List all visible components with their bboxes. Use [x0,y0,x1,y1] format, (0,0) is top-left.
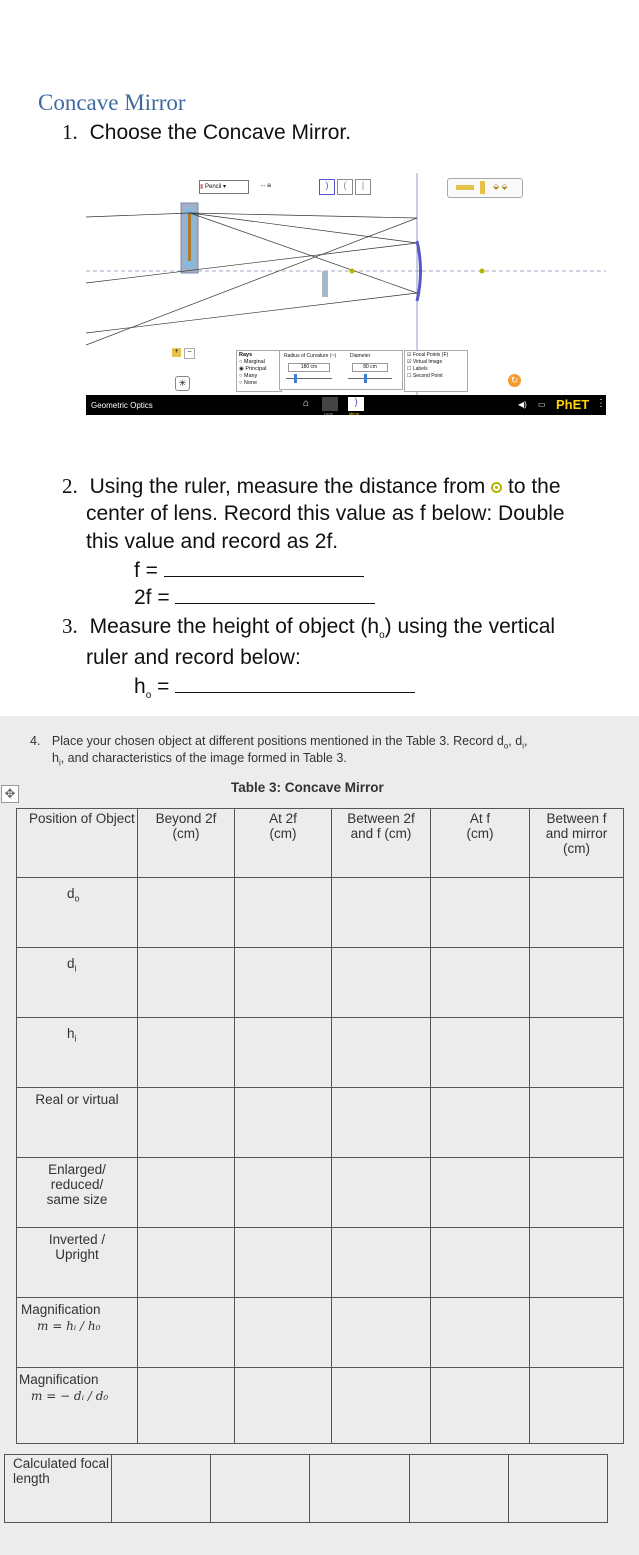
table-cell[interactable] [530,1368,624,1444]
table-row [17,1158,624,1228]
step3-line1-end: ) using the vertical [384,615,556,638]
table-cell[interactable] [211,1455,310,1523]
vertical-ruler-icon[interactable] [480,181,485,194]
phet-logo: PhET [556,397,590,412]
table-cell[interactable] [235,1298,332,1368]
table-cell[interactable] [235,1368,332,1444]
table-cell[interactable] [235,948,332,1018]
home-icon[interactable]: ⌂ [303,398,310,409]
table-cell[interactable] [112,1455,211,1523]
table-cell[interactable] [431,1368,530,1444]
step-2 [62,472,639,501]
step4-line2: $h_i$, and characteristics of the image formed in Table 3. [52,751,347,768]
diameter-slider-thumb[interactable] [364,374,367,383]
plane-mirror-icon[interactable]: | [355,179,371,195]
header-at-f: At f (cm) [431,809,530,878]
step-1 [62,118,351,147]
table-cell[interactable] [138,1368,235,1444]
subscript: o [145,690,152,702]
header-at-2f: At 2f (cm) [235,809,332,878]
table-cell[interactable] [530,1228,624,1298]
table-cell[interactable] [332,1368,431,1444]
focal-point-icon [491,482,502,493]
focal-points-checkbox[interactable]: ☑ Focal Points (F) [407,352,449,358]
eye-icon[interactable]: ✳ [175,376,190,391]
move-handle-icon[interactable]: ✥ [1,785,19,803]
ray-option-none[interactable]: ○ None [239,380,258,386]
labels-checkbox[interactable]: ☐ Labels [407,366,428,372]
step2-line1-end: to the [507,475,561,498]
table-cell[interactable] [332,948,431,1018]
table-cell[interactable] [431,1018,530,1088]
table-row [17,1228,624,1298]
table-cell[interactable] [530,1018,624,1088]
diameter-label: Diameter [350,353,371,359]
phet-simulation-screenshot: ▮ Pencil ▾ ↔🔒︎ ) ( | ⬙ ⬙ + − ✳ Rays ○ Marginal ◉ Principal ○ Many ○ None Radius of Curvature (~) Diameter 180 cm 80 cm ☑ Focal Points (F) ☑ Virtual Image ☐ Labels ☐ Second Point ↻ Geometric Optics ⌂ Lens ) Mirror ◀) ▭ PhET ⋮ [86,173,606,415]
radius-value[interactable]: 180 cm [288,363,330,372]
row-label-magnification-h: Magnification m = hᵢ / h₀ [17,1298,138,1368]
ruler-toolbox[interactable] [447,178,523,198]
step-text: Choose the Concave Mirror. [89,121,352,144]
table-row [17,1088,624,1158]
table-row [17,878,624,948]
table-cell[interactable] [235,878,332,948]
keyboard-icon[interactable]: ▭ [538,400,546,409]
f-label: f = [134,559,158,582]
checkbox-panel [404,350,468,392]
step2-line2: center of lens. Record this value as f below: Double [86,502,565,525]
table-row [17,948,624,1018]
table-cell[interactable] [431,1228,530,1298]
zoom-in-icon[interactable]: + [172,348,181,357]
2f-answer-line[interactable] [175,603,375,604]
header-between-f-and-mirror: Between f and mirror (cm) [530,809,624,878]
table-cell[interactable] [138,1228,235,1298]
2f-label: 2f = [134,586,170,609]
ho-answer-line[interactable] [175,692,415,693]
table-title: Table 3: Concave Mirror [231,780,384,795]
second-point-checkbox[interactable]: ☐ Second Point [407,373,443,379]
table-cell[interactable] [332,878,431,948]
concave-mirror-icon[interactable]: ( [337,179,353,195]
horizontal-ruler-icon[interactable] [456,185,474,190]
table-cell[interactable] [138,948,235,1018]
table-cell[interactable] [332,1158,431,1228]
radius-label: Radius of Curvature (~) [284,353,337,359]
table-cell[interactable] [431,948,530,1018]
ho-eq: = [157,675,170,698]
row-label-real-or-virtual: Real or virtual [17,1088,138,1158]
ray-option-principal[interactable]: ◉ Principal [239,366,267,372]
table-row [5,1455,608,1523]
object-selector[interactable]: Pencil [204,184,222,190]
step4-line1: Place your chosen object at different positions mentioned in the Table 3. Record d [51,734,504,748]
results-table [16,808,624,1444]
table-cell[interactable] [508,1455,607,1523]
focal-length-table [4,1454,608,1523]
radius-slider-thumb[interactable] [294,374,297,383]
ray-option-marginal[interactable]: ○ Marginal [239,359,265,365]
table-cell[interactable] [332,1228,431,1298]
virtual-image-checkbox[interactable]: ☑ Virtual Image [407,359,443,365]
tab-mirror[interactable]: ) Mirror [348,397,364,411]
table-cell[interactable] [235,1228,332,1298]
table-cell[interactable] [431,1298,530,1368]
row-label-magnification-d: Magnification m = − dᵢ / d₀ [17,1368,138,1444]
header-position-of-object: Position of Object [17,809,138,878]
row-label-orientation: Inverted / Upright [17,1228,138,1298]
table-cell[interactable] [409,1455,508,1523]
subscript: o [379,630,385,642]
app-name: Geometric Optics [91,401,153,410]
step-number: 4. [30,734,41,748]
row-label-calculated-focal-length: Calculated focal length [5,1455,112,1523]
step-4 [30,734,527,751]
table-cell[interactable] [138,878,235,948]
table-cell[interactable] [530,948,624,1018]
table-cell[interactable] [235,1018,332,1088]
2f-answer [134,584,375,612]
table-cell[interactable] [235,1088,332,1158]
radius-slider[interactable] [286,378,332,379]
table-cell[interactable] [332,1088,431,1158]
row-label-di: $d_i$ [17,948,138,1018]
menu-icon[interactable]: ⋮ [596,398,606,409]
step2-line1: Using the ruler, measure the distance from [89,475,486,498]
table-row [17,1368,624,1444]
row-label-hi: $h_i$ [17,1018,138,1088]
table-cell[interactable] [138,1158,235,1228]
subscript: o [503,741,509,751]
ray-option-many[interactable]: ○ Many [239,373,258,379]
table-cell[interactable] [431,1088,530,1158]
step2-line3: this value and record as 2f. [86,530,339,553]
zoom-out-icon[interactable]: − [184,348,195,359]
step4-line1-mid: , d [508,734,523,748]
subscript: i [522,741,524,751]
row-label-size: Enlarged/ reduced/ same size [17,1158,138,1228]
step4-line1-end: , [523,734,528,748]
rays-panel [236,350,282,392]
magnification-formula-distance: m = − dᵢ / d₀ [31,1389,109,1403]
section-heading: Concave Mirror [38,90,186,115]
header-beyond-2f: Beyond 2f (cm) [138,809,235,878]
table-cell[interactable] [530,878,624,948]
diameter-value[interactable]: 80 cm [352,363,388,372]
table-header-row [17,809,624,878]
diameter-slider[interactable] [348,378,392,379]
table-cell[interactable] [431,1158,530,1228]
step3-line2: ruler and record below: [86,646,301,669]
table-cell[interactable] [235,1158,332,1228]
slider-panel [279,350,403,390]
magnification-formula-height: m = hᵢ / h₀ [37,1319,101,1333]
reset-icon[interactable]: ↻ [508,374,521,387]
ho-label: h [134,675,146,698]
sound-icon[interactable]: ◀) [518,400,527,409]
row-label-do: $d_o$ [17,878,138,948]
tab-lens[interactable]: Lens [322,397,338,411]
lock-icon[interactable]: ↔🔒︎ [259,180,272,189]
table-cell[interactable] [310,1455,409,1523]
table-row [17,1298,624,1368]
worksheet-photo [0,716,639,1555]
step-number: 1. [62,120,78,144]
table-cell[interactable] [332,1298,431,1368]
table-cell[interactable] [530,1158,624,1228]
rays-title: Rays [239,352,253,358]
step-number: 3. [62,614,78,638]
header-between-2f-and-f: Between 2f and f (cm) [332,809,431,878]
probe-icon[interactable]: ⬙ ⬙ [493,182,508,191]
table-cell[interactable] [332,1018,431,1088]
table-cell[interactable] [138,1088,235,1158]
table-cell[interactable] [530,1088,624,1158]
table-row [17,1018,624,1088]
table-cell[interactable] [530,1298,624,1368]
ho-answer [134,673,415,710]
table-cell[interactable] [431,878,530,948]
sim-navbar [86,395,606,415]
f-answer-line[interactable] [164,576,364,577]
step3-line1: Measure the height of object (h [89,615,380,638]
table-cell[interactable] [138,1298,235,1368]
table-cell[interactable] [138,1018,235,1088]
f-answer [134,557,364,585]
convex-mirror-icon[interactable]: ) [319,179,335,195]
step-number: 2. [62,474,78,498]
